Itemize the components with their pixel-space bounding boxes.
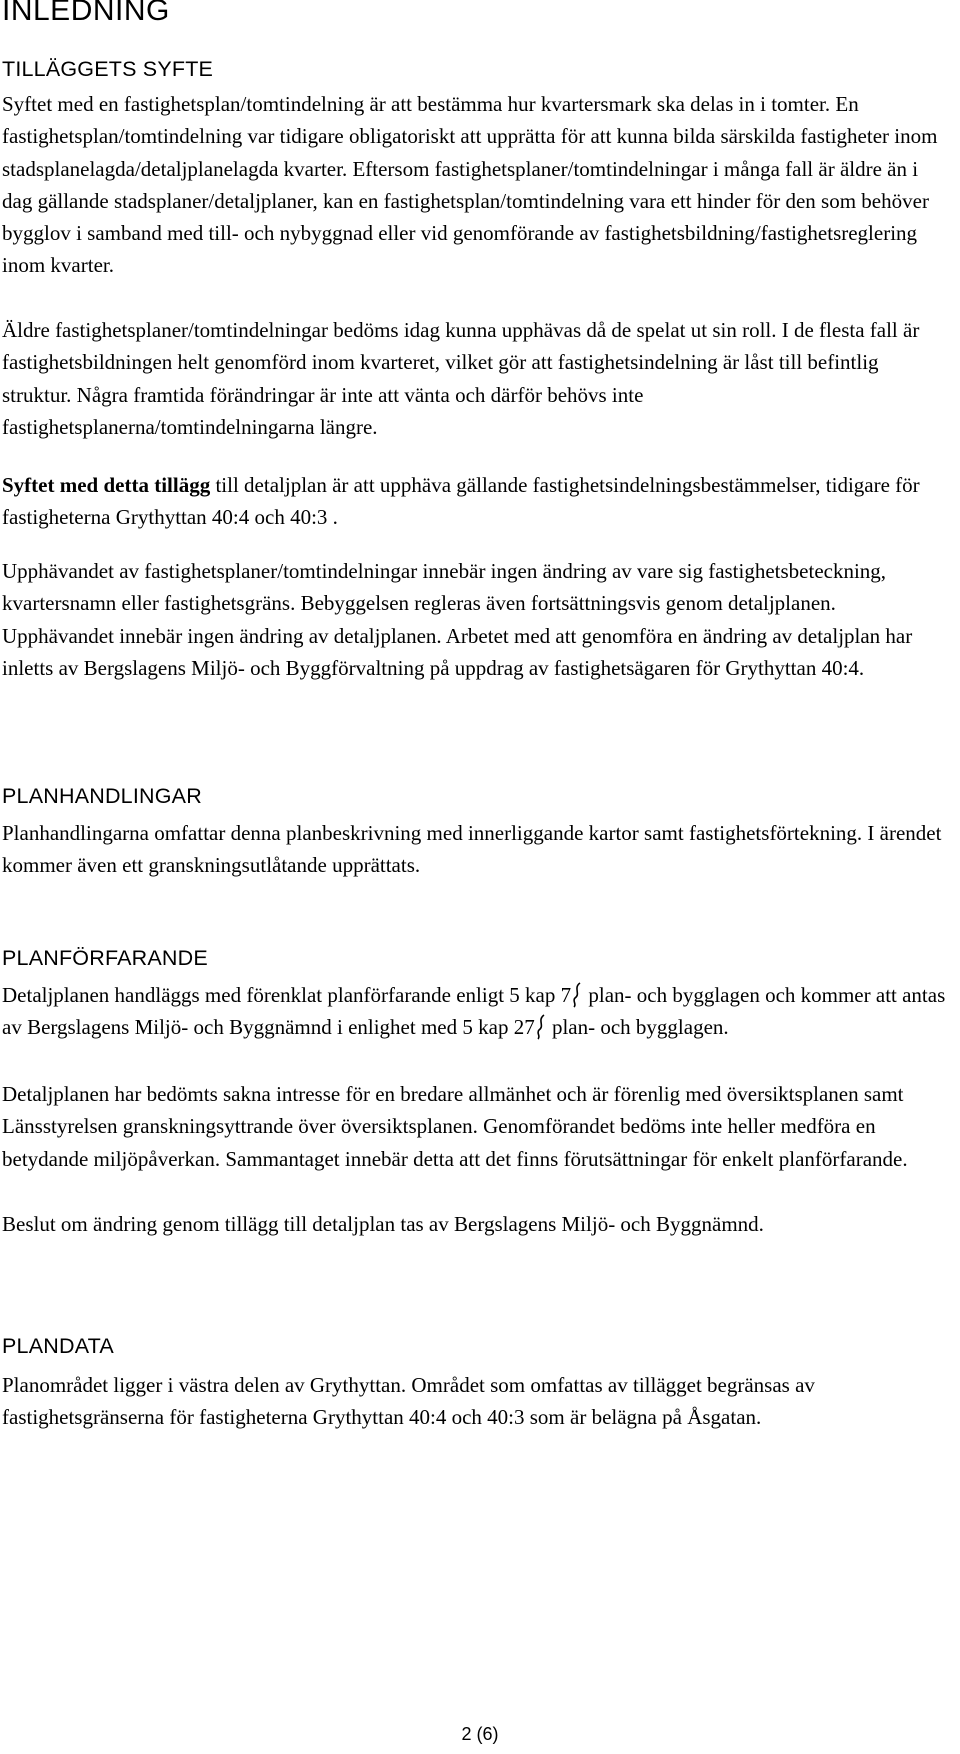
heading-plandata: PLANDATA	[2, 1334, 114, 1358]
syfte-paragraph-1: Syftet med en fastighetsplan/tomtindelning är att bestämma hur kvartersmark ska delas in i tomter. En fastighetsplan/tomtindelning var tidigare obligatoriskt att upprätta för att kunna bilda särskilda fastigheter inom stadsplanelagda/detaljplanelagda kvarter. Eftersom fastighetsplaner/tomtindelningar i många fall är äldre än i dag gällande stadsplaner/detaljplaner, kan en fastighetsplan/tomtindelning vara ett hinder för den som behöver bygglov i samband med till- och nybyggnad eller vid genomförande av fastighetsbildning/fastighetsreglering inom kvarter.	[2, 92, 938, 278]
page-title: INLEDNING	[2, 0, 170, 27]
syfte-paragraph-2: Äldre fastighetsplaner/tomtindelningar bedöms idag kunna upphävas då de spelat ut sin roll. I de flesta fall är fastighetsbildningen helt genomförd inom kvarteret, vilket gör att fastighetsindelning är låst till befintlig struktur. Några framtida förändringar är inte att vänta och därför behövs inte fastighetsplanerna/tomtindelningarna längre.	[2, 318, 920, 439]
heading-planhandlingar: PLANHANDLINGAR	[2, 784, 202, 808]
heading-tillaggets-syfte: TILLÄGGETS SYFTE	[2, 57, 214, 81]
plandata-paragraph: Planområdet ligger i västra delen av Grythyttan. Området som omfattas av tillägget begränsas av fastighetsgränserna för fastigheterna Grythyttan 40:4 och 40:3 som är belägna på Åsgatan.	[2, 1373, 815, 1430]
syfte-paragraph-3	[2, 469, 952, 534]
planforfarande-text-c: plan- och bygglagen.	[546, 1015, 729, 1040]
page-number: 2 (6)	[461, 1724, 499, 1744]
paragraph-sign-glyph	[535, 1014, 547, 1040]
syfte-paragraph-4: Upphävandet av fastighetsplaner/tomtindelningar innebär ingen ändring av vare sig fastighetsbeteckning, kvartersnamn eller fastighetsgräns. Bebyggelsen regleras även fortsättningsvis genom detaljplanen. Upphävandet innebär ingen ändring av detaljplanen. Arbetet med att genomföra en ändring av detaljplan har inletts av Bergslagens Miljö- och Byggförvaltning på uppdrag av fastighetsägaren för Grythyttan 40:4.	[2, 559, 913, 680]
planforfarande-paragraph-2: Detaljplanen har bedömts sakna intresse för en bredare allmänhet och är förenlig med översiktsplanen samt Länsstyrelsen granskningsyttrande över översiktsplanen. Genomförandet bedöms inte heller medföra en betydande miljöpåverkan. Sammantaget innebär detta att det finns förutsättningar för enkelt planförfarande.	[2, 1082, 908, 1171]
syfte-paragraph-3-text: till detaljplan är att upphäva gällande fastighetsindelningsbestämmelser, tidigare för fastigheterna Grythyttan 40:4 och 40:3 .	[2, 473, 920, 530]
planforfarande-paragraph-1	[2, 979, 952, 1044]
planforfarande-paragraph-3: Beslut om ändring genom tillägg till detaljplan tas av Bergslagens Miljö- och Byggnämnd.	[2, 1212, 764, 1236]
planforfarande-text-a: Detaljplanen handläggs med förenklat planförfarande enligt 5 kap 7	[2, 983, 572, 1007]
heading-planforfarande: PLANFÖRFARANDE	[2, 946, 208, 970]
syfte-bold-lead: Syftet med detta tillägg	[2, 473, 211, 497]
planforfarande-text-b: plan- och bygglagen och kommer att antas av Bergslagens Miljö- och Byggnämnd i enlighet med 5 kap 27	[2, 983, 946, 1040]
planhandlingar-paragraph: Planhandlingarna omfattar denna planbeskrivning med innerliggande kartor samt fastighetsförtekning. I ärendet kommer även ett granskningsutlåtande upprättats.	[2, 821, 942, 878]
paragraph-sign-glyph	[571, 982, 583, 1008]
